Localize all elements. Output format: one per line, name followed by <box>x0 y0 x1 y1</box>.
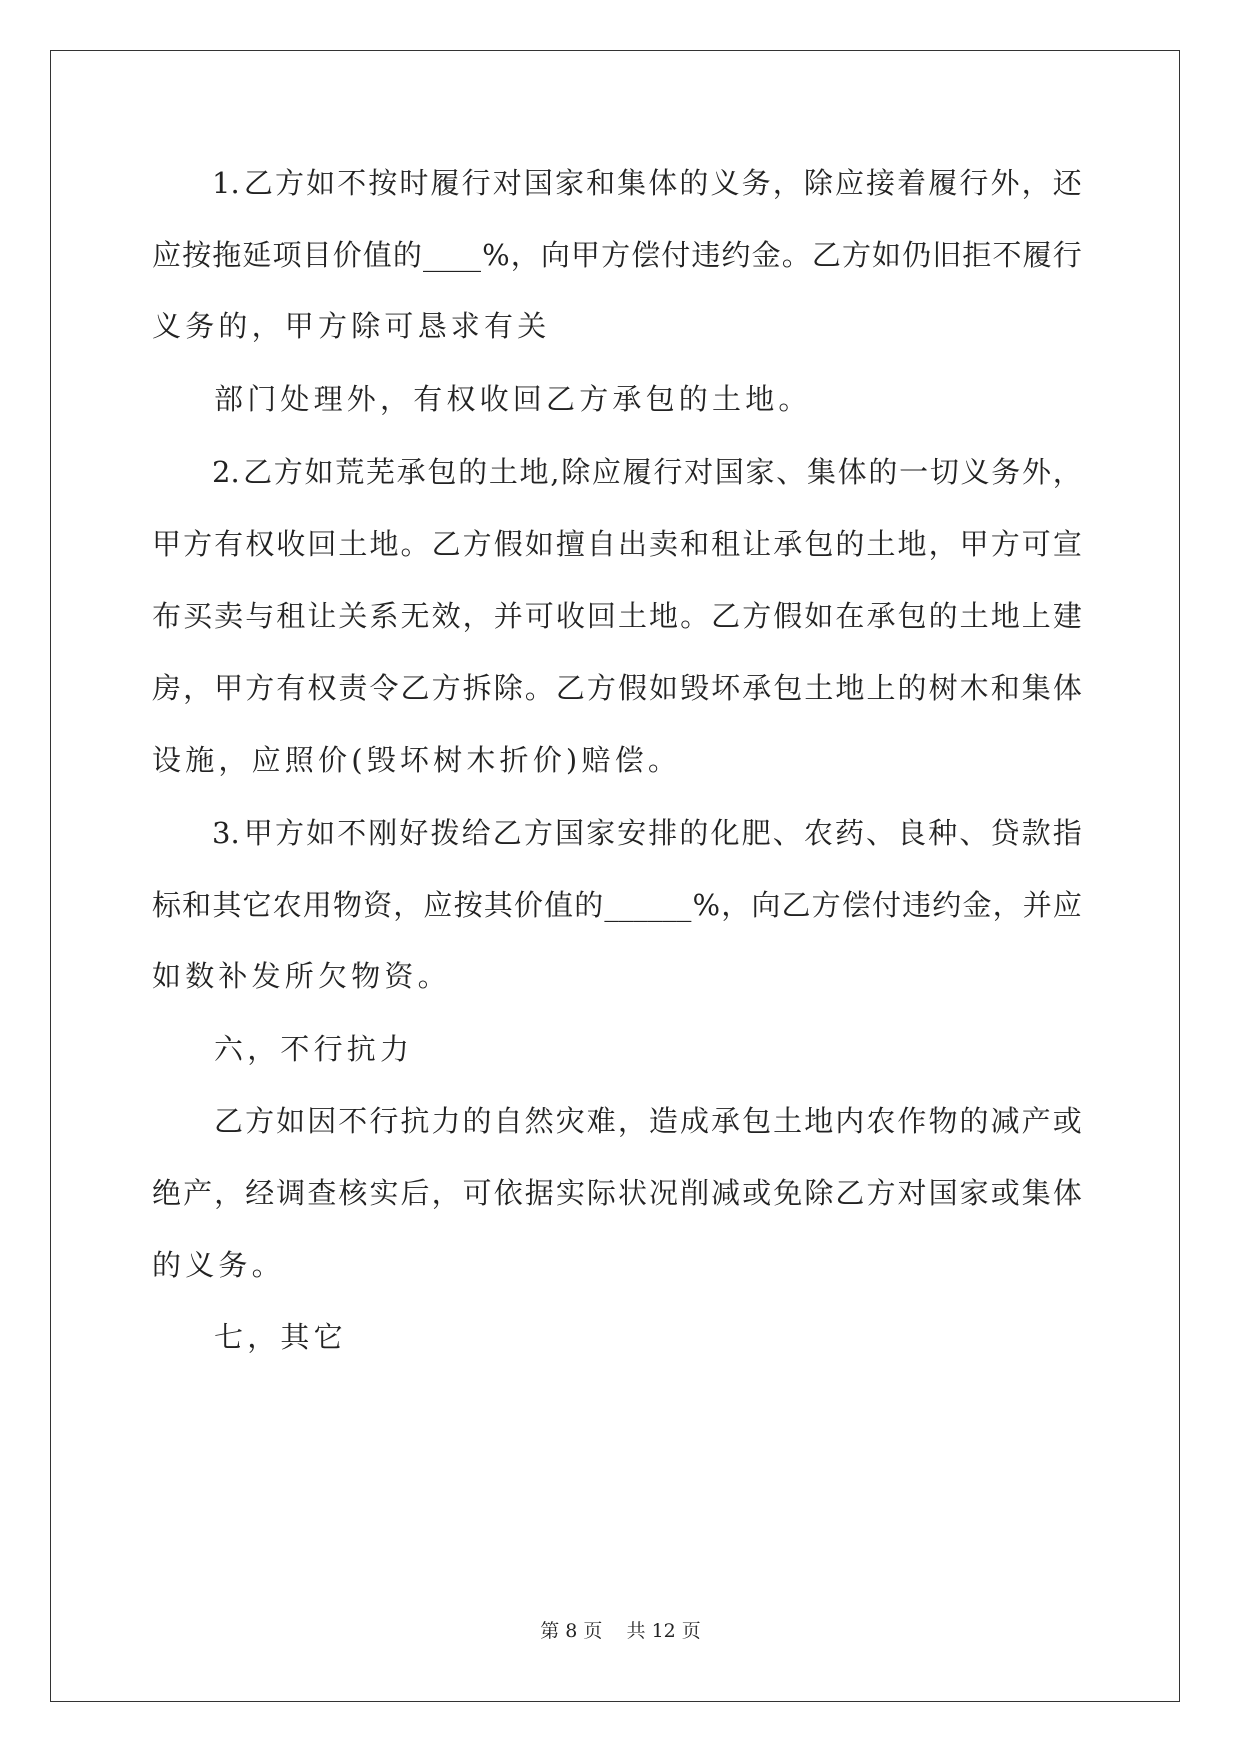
text-line: 3. 甲 方 如 不 刚 好 拨 给 乙 方 国 家 安 排 的 化 肥 、 农 药 、 良 种 、 贷 款 指 <box>212 816 1082 850</box>
text-line: 房 ， 甲 方 有 权 责 令 乙 方 拆 除 。 乙 方 假 如 毁 坏 承 包 土 地 上 的 树 木 和 集 体 <box>152 671 1082 705</box>
text-line: 如数补发所欠物资。 <box>152 959 451 993</box>
text-line: 甲 方 有 权 收 回 土 地 。 乙 方 假 如 擅 自 出 卖 和 租 让 承 包 的 土 地 ， 甲 方 可 宣 <box>152 527 1082 561</box>
text-line: 乙 方 如 因 不 行 抗 力 的 自 然 灾 难 ， 造 成 承 包 土 地 内 农 作 物 的 减 产 或 <box>214 1104 1082 1138</box>
page-border <box>50 50 1180 1702</box>
text-line: 义务的，甲方除可恳求有关 <box>152 309 551 343</box>
text-line: 1. 乙 方 如 不 按 时 履 行 对 国 家 和 集 体 的 义 务 ， 除 应 接 着 履 行 外 ， 还 <box>212 166 1082 200</box>
text-line: 部门处理外，有权收回乙方承包的土地。 <box>214 382 812 416</box>
text-line: 六，不行抗力 <box>214 1032 414 1066</box>
page-footer <box>0 1618 1241 1644</box>
text-line: 应 按 拖 延 项 目 价 值 的 ____ % ， 向 甲 方 偿 付 违 约 金 。 乙 方 如 仍 旧 拒 不 履 行 <box>152 238 1082 272</box>
text-line: 标 和 其 它 农 用 物 资 ， 应 按 其 价 值 的 ______ % ， 向 乙 方 偿 付 违 约 金 ， 并 应 <box>152 888 1082 922</box>
text-line: 布 买 卖 与 租 让 关 系 无 效 ， 并 可 收 回 土 地 。 乙 方 假 如 在 承 包 的 土 地 上 建 <box>152 599 1082 633</box>
text-line: 设施，应照价(毁坏树木折价)赔偿。 <box>152 743 682 777</box>
text-line: 的义务。 <box>152 1248 285 1282</box>
page-number-label: 第 8 页 共 12 页 <box>540 1620 701 1642</box>
text-line: 七，其它 <box>214 1320 347 1354</box>
text-line: 绝 产 ， 经 调 查 核 实 后 ， 可 依 据 实 际 状 况 削 减 或 免 除 乙 方 对 国 家 或 集 体 <box>152 1176 1082 1210</box>
text-line: 2. 乙 方 如 荒 芜 承 包 的 土 地 , 除 应 履 行 对 国 家 、 集 体 的 一 切 义 务 外 ， <box>212 455 1082 489</box>
